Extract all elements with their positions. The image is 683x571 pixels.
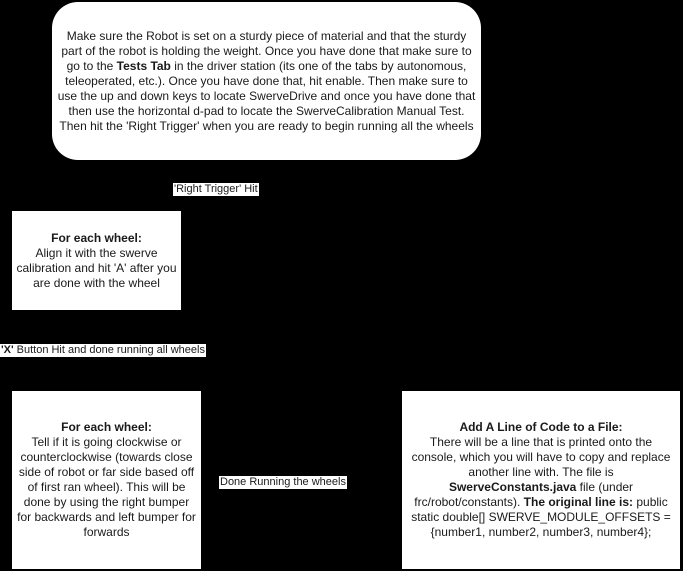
code-node-title: Add A Line of Code to a File: (459, 420, 623, 434)
edge-label-done-running-text: Done Running the wheels (220, 476, 346, 488)
start-text-1: Make sure the Robot is set on a sturdy piece of material and that the sturdy part of the robot is holding the weight. Once you have done that make sure to go to the (61, 28, 472, 73)
edge-label-done-running (219, 476, 347, 489)
code-node-body-3: public static double[] SWERVE_MODULE_OFFSETS = {number1, number2, number3, number4}; (411, 495, 671, 539)
edge-label-x-rest: Button Hit and done running all wheels (13, 344, 205, 356)
edge-label-x-bold: 'X' (1, 344, 14, 356)
align-node-title: For each wheel: (51, 230, 142, 245)
code-node-filename: SwerveConstants.java (448, 480, 577, 494)
direction-node-title: For each wheel: (61, 420, 152, 434)
direction-node-body: Tell if it is going clockwise or counterclockwise (towards close side of robot or far side based off of first ran wheel). This will be done by using the right bumper for backwards and left bumper for forwards (17, 435, 196, 539)
code-node-body-1: There will be a line that is printed onto the console, which you will have to copy and replace another line with. The file is (411, 435, 671, 479)
edge-label-x-button (0, 344, 206, 357)
start-instructions-node[interactable] (52, 2, 481, 160)
code-node-original-line-label: The original line is: (523, 495, 634, 509)
align-wheel-node[interactable] (12, 211, 181, 310)
edge-label-right-trigger (173, 183, 259, 196)
tests-tab-bold: Tests Tab (116, 58, 171, 73)
add-code-line-node[interactable] (402, 391, 680, 569)
wheel-direction-node[interactable] (12, 391, 201, 569)
edge-label-right-trigger-text: 'Right Trigger' Hit (174, 183, 258, 195)
align-node-body: Align it with the swerve calibration and hit 'A' after you are done with the wheel (16, 245, 177, 290)
code-node-body-2: file (under frc/robot/constants). (414, 480, 634, 509)
start-text-2: in the driver station (its one of the tabs by autonomous, teleoperated, etc.). Once you have done that, hit enable. Then make sure to use the up and down keys to locate SwerveDrive and once you have done that then use the horizontal d-pad to locate the SwerveCalibration Manual Test. Then hit the 'Right Trigger' when you are ready to begin running all the wheels (57, 58, 476, 133)
